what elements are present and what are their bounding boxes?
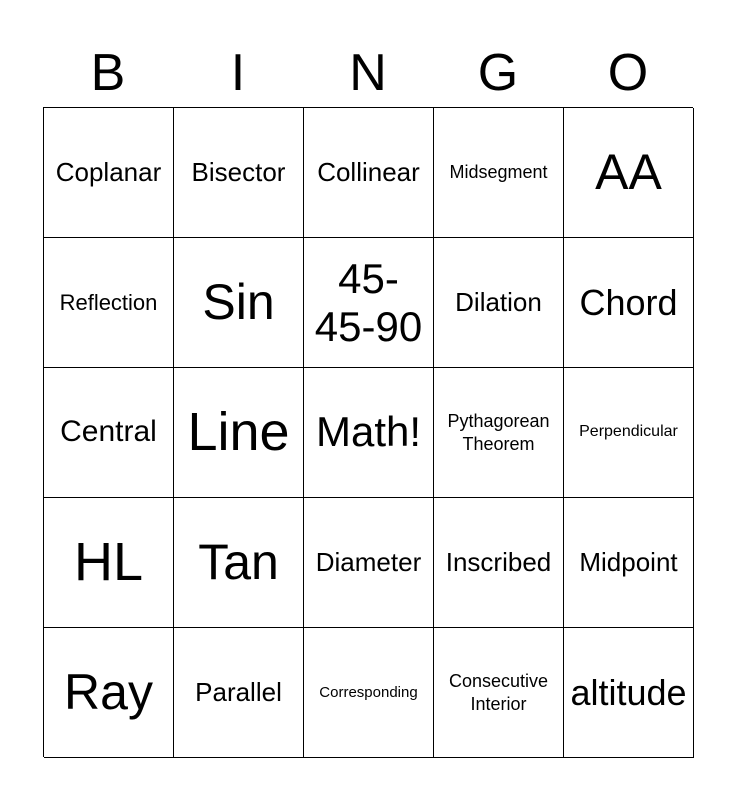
bingo-cell[interactable] bbox=[304, 498, 434, 628]
bingo-cell[interactable] bbox=[434, 238, 564, 368]
cell-label: Dilation bbox=[455, 286, 542, 317]
cell-label: Tan bbox=[198, 533, 279, 590]
cell-label: Ray bbox=[64, 663, 153, 720]
bingo-cell[interactable] bbox=[44, 238, 174, 368]
cell-label: Perpendicular bbox=[579, 423, 678, 441]
bingo-header bbox=[43, 40, 693, 106]
cell-label: Math! bbox=[315, 408, 422, 456]
header-letter-n: N bbox=[349, 44, 387, 102]
bingo-cell[interactable] bbox=[44, 108, 174, 238]
cell-label: Pythagorean Theorem bbox=[447, 411, 550, 454]
bingo-cell[interactable] bbox=[174, 498, 304, 628]
cell-label: Bisector bbox=[191, 156, 286, 187]
bingo-cell[interactable] bbox=[564, 628, 694, 758]
bingo-cell[interactable] bbox=[434, 368, 564, 498]
bingo-cell[interactable] bbox=[304, 368, 434, 498]
bingo-cell[interactable] bbox=[44, 368, 174, 498]
bingo-cell[interactable] bbox=[174, 108, 304, 238]
cell-label: Corresponding bbox=[319, 683, 418, 701]
header-letter-i: I bbox=[230, 44, 246, 102]
cell-label: Midsegment bbox=[449, 162, 548, 183]
bingo-cell[interactable] bbox=[564, 368, 694, 498]
cell-label: Sin bbox=[202, 273, 275, 330]
cell-label: Line bbox=[187, 402, 290, 463]
bingo-cell[interactable] bbox=[434, 108, 564, 238]
bingo-cell[interactable] bbox=[304, 238, 434, 368]
bingo-cell[interactable] bbox=[564, 498, 694, 628]
cell-label: HL bbox=[73, 532, 144, 593]
bingo-cell[interactable] bbox=[434, 498, 564, 628]
bingo-cell[interactable] bbox=[44, 498, 174, 628]
cell-label: Coplanar bbox=[55, 156, 162, 187]
header-letter-b: B bbox=[90, 44, 126, 102]
bingo-cell[interactable] bbox=[434, 628, 564, 758]
cell-label: Consecutive Interior bbox=[448, 671, 549, 714]
header-letter-o: O bbox=[607, 44, 649, 102]
bingo-board bbox=[43, 107, 693, 757]
bingo-cell[interactable] bbox=[304, 108, 434, 238]
bingo-cell[interactable] bbox=[304, 628, 434, 758]
bingo-cell[interactable] bbox=[174, 238, 304, 368]
cell-label: Chord bbox=[579, 281, 678, 323]
cell-label: Inscribed bbox=[445, 546, 552, 577]
cell-label: AA bbox=[595, 143, 662, 200]
cell-label: Reflection bbox=[59, 289, 158, 315]
bingo-cell[interactable] bbox=[564, 238, 694, 368]
header-letter-g: G bbox=[477, 44, 519, 102]
bingo-cell[interactable] bbox=[174, 628, 304, 758]
cell-label: Collinear bbox=[317, 156, 420, 187]
cell-label: Parallel bbox=[195, 676, 282, 707]
bingo-cell[interactable] bbox=[174, 368, 304, 498]
cell-label: Midpoint bbox=[579, 546, 678, 577]
bingo-cell[interactable] bbox=[44, 628, 174, 758]
cell-label: altitude bbox=[570, 671, 687, 713]
cell-label: Central bbox=[60, 415, 157, 449]
bingo-cell[interactable] bbox=[564, 108, 694, 238]
cell-label: Diameter bbox=[315, 546, 422, 577]
cell-label: 45- 45-90 bbox=[314, 255, 423, 350]
